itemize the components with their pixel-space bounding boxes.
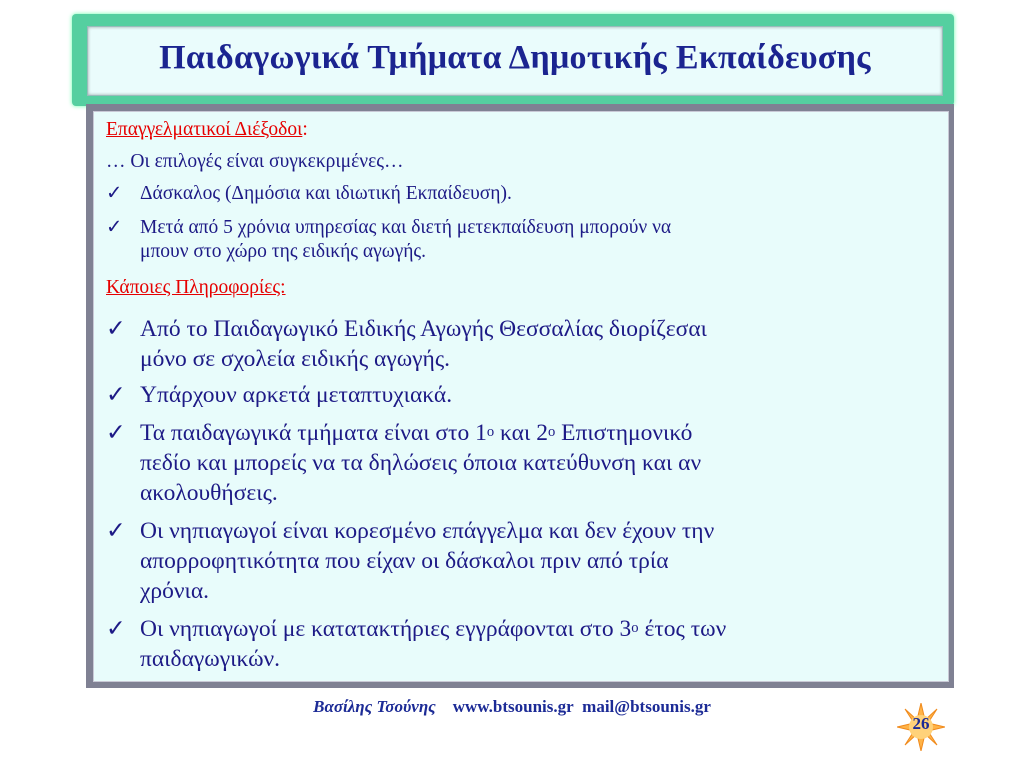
section2-heading: Κάποιες Πληροφορίες:	[106, 277, 286, 298]
list-item-line: πεδίο και μπορείς να τα δηλώσεις όποια κατεύθυνση και αν	[140, 450, 702, 476]
superscript: ο	[547, 424, 556, 440]
footer-author: Βασίλης Τσούνης	[313, 697, 436, 716]
list-item-line: μόνο σε σχολεία ειδικής αγωγής.	[140, 346, 451, 372]
superscript: ο	[486, 424, 495, 440]
list-item-line: χρόνια.	[140, 578, 210, 604]
check-icon: ✓	[106, 316, 126, 342]
check-icon: ✓	[106, 420, 126, 446]
list-item-line: ακολουθήσεις.	[140, 480, 278, 506]
text-part: Τα παιδαγωγικά τμήματα είναι στο 1	[140, 420, 487, 446]
list-item: Δάσκαλος (Δημόσια και ιδιωτική Εκπαίδευση).	[140, 183, 512, 204]
section1-heading: Επαγγελματικοί Διέξοδοι	[106, 119, 303, 140]
content-box	[93, 111, 949, 682]
text-part: και 2	[494, 420, 548, 446]
check-icon: ✓	[106, 616, 126, 642]
superscript: ο	[631, 620, 639, 636]
list-item-line: Οι νηπιαγωγοί είναι κορεσμένο επάγγελμα και δεν έχουν την	[140, 518, 715, 544]
list-item-line	[140, 614, 726, 644]
list-item-line: Μετά από 5 χρόνια υπηρεσίας και διετή μετεκπαίδευση μπορούν να	[140, 217, 672, 238]
page-title: Παιδαγωγικά Τμήματα Δημοτικής Εκπαίδευσης	[159, 39, 871, 76]
list-item-line: παιδαγωγικών.	[140, 646, 281, 672]
footer	[0, 697, 1024, 717]
section1-heading-line	[106, 118, 308, 142]
page-number: 26	[912, 714, 930, 733]
check-icon: ✓	[106, 518, 126, 544]
text-part: Επιστημονικό	[555, 420, 693, 446]
title-box	[87, 26, 943, 96]
text-part: Οι νηπιαγωγοί με κατατακτήριες εγγράφονται στο 3	[140, 616, 632, 642]
text-part: έτος των	[638, 616, 727, 642]
check-icon: ✓	[106, 217, 123, 238]
list-item-line: μπουν στο χώρο της ειδικής αγωγής.	[140, 241, 426, 262]
section1-intro: … Οι επιλογές είναι συγκεκριμένες…	[106, 151, 404, 172]
check-icon: ✓	[106, 183, 123, 204]
list-item-line: απορροφητικότητα που είχαν οι δάσκαλοι πριν από τρία	[140, 548, 669, 574]
footer-website: www.btsounis.gr	[452, 697, 574, 716]
section2-heading-line	[106, 276, 286, 300]
list-item-line: Υπάρχουν αρκετά μεταπτυχιακά.	[140, 382, 453, 408]
list-item-line: Από το Παιδαγωγικό Ειδικής Αγωγής Θεσσαλίας διορίζεσαι	[140, 316, 707, 342]
list-item-line	[140, 418, 692, 448]
footer-email: mail@btsounis.gr	[582, 697, 711, 716]
check-icon: ✓	[106, 382, 126, 408]
section1-heading-colon: :	[302, 119, 308, 140]
